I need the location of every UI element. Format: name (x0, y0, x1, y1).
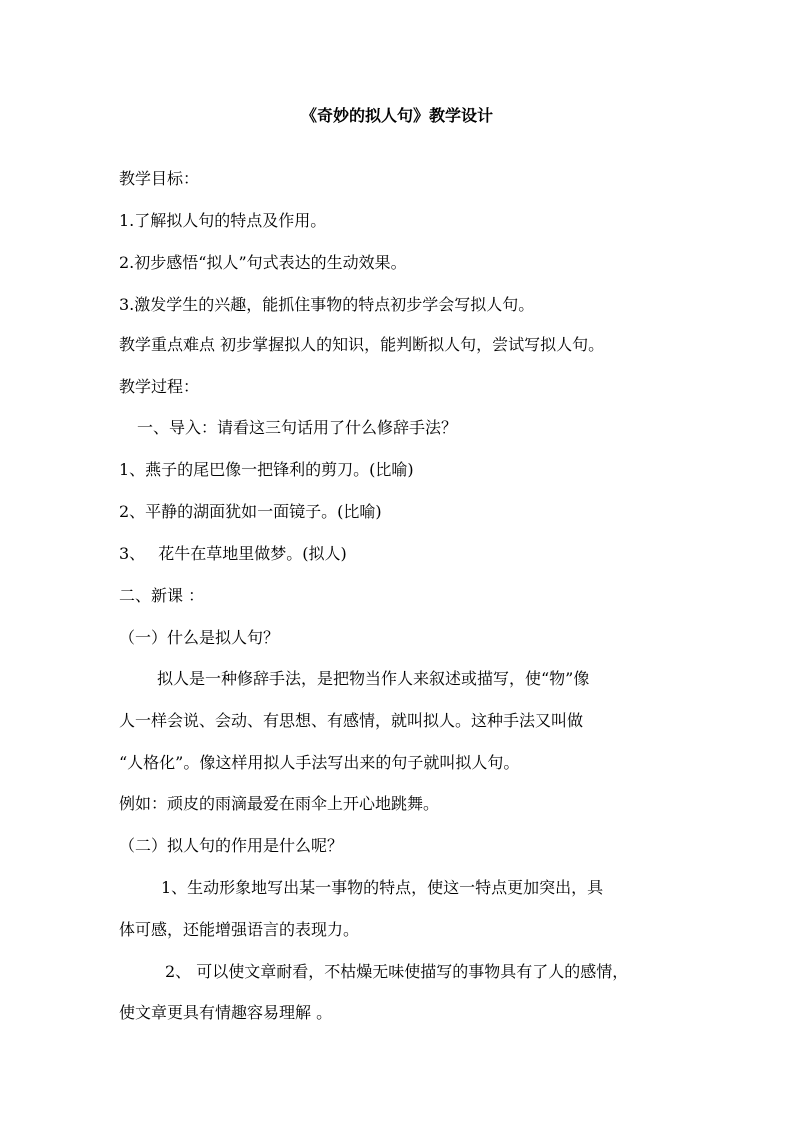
intro-heading: 一、导入：请看这三句话用了什么修辞手法？ (137, 418, 458, 437)
intro-item: 3、 花牛在草地里做梦。(拟人) (119, 544, 347, 563)
objective-item: 3.激发学生的兴趣，能抓住事物的特点初步学会写拟人句。 (119, 295, 535, 314)
key-points: 教学重点难点 初步掌握拟人的知识，能判断拟人句，尝试写拟人句。 (119, 335, 605, 354)
objective-item: 1.了解拟人句的特点及作用。 (119, 211, 327, 230)
effect2-line: 使文章更具有情趣容易理解 。 (119, 1003, 333, 1022)
effect2-line: 2、 可以使文章耐看，不枯燥无味使描写的事物具有了人的感情， (165, 962, 629, 981)
example-sentence: 例如：顽皮的雨滴最爱在雨伞上开心地跳舞。 (119, 794, 440, 813)
document-title: 《奇妙的拟人句》教学设计 (300, 106, 493, 125)
process-heading: 教学过程： (119, 377, 200, 396)
section1-paragraph-line: 拟人是一种修辞手法，是把物当作人来叙述或描写，使“物”像 (157, 669, 590, 688)
effect1-line: 1、生动形象地写出某一事物的特点，使这一特点更加突出，具 (161, 878, 604, 897)
section1-paragraph-line: 人一样会说、会动、有思想、有感情，就叫拟人。这种手法又叫做 (119, 711, 584, 730)
objectives-heading: 教学目标： (119, 169, 200, 188)
new-lesson-heading: 二、新课 ： (119, 586, 205, 605)
intro-item: 2、平静的湖面犹如一面镜子。(比喻) (119, 502, 382, 521)
section2-heading: （二）拟人句的作用是什么呢？ (119, 836, 344, 855)
intro-item: 1、燕子的尾巴像一把锋利的剪刀。(比喻) (119, 460, 414, 479)
section1-heading: （一）什么是拟人句？ (119, 628, 280, 647)
objective-item: 2.初步感悟“拟人”句式表达的生动效果。 (119, 253, 407, 272)
section1-paragraph-line: “人格化”。像这样用拟人手法写出来的句子就叫拟人句。 (119, 753, 520, 772)
effect1-line: 体可感，还能增强语言的表现力。 (119, 920, 360, 939)
